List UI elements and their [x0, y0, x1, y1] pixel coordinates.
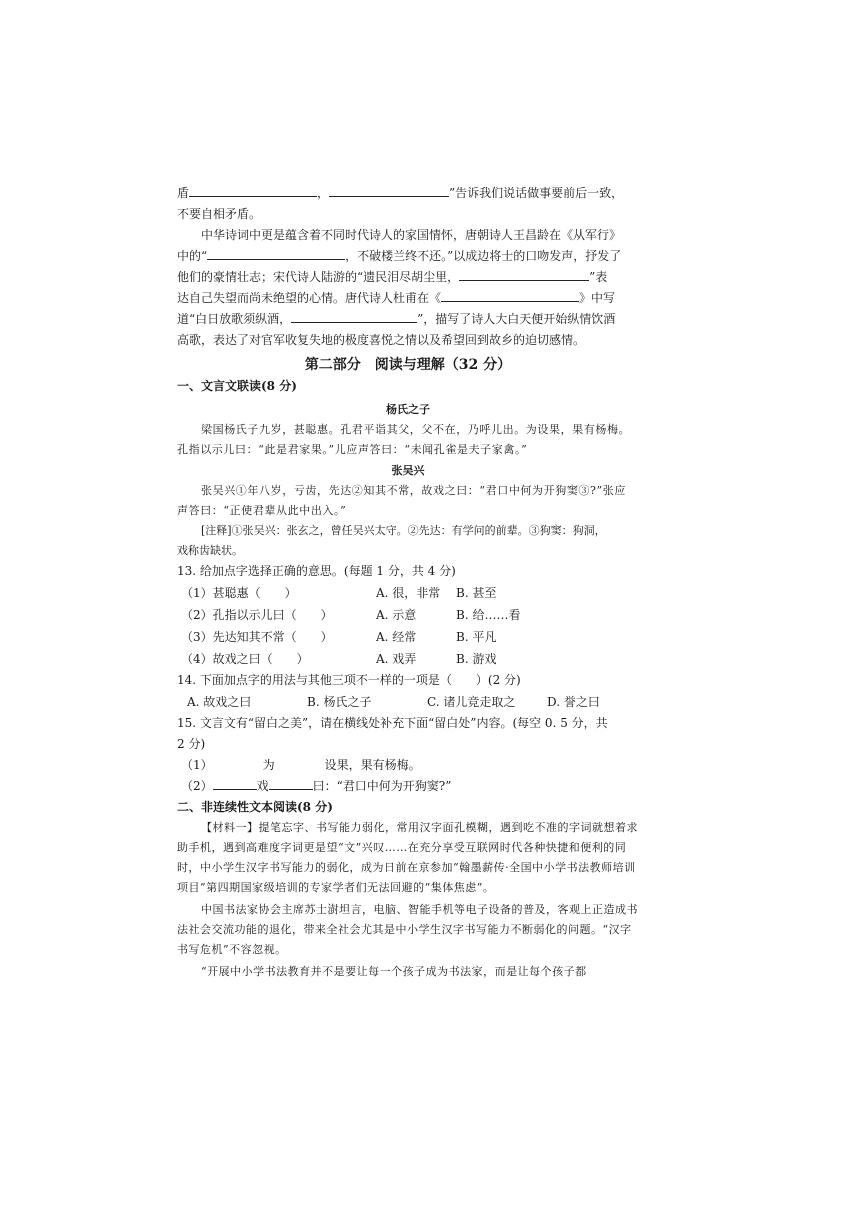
question-15-row-1: [177, 755, 639, 776]
material-paragraph: “开展中小学书法教育并不是要让每一个孩子成为书法家，而是让每个孩子都: [201, 965, 587, 978]
option-b[interactable]: B. 甚至: [456, 586, 497, 600]
question-stem: （3）先达知其不常（ ）: [181, 630, 333, 644]
option-a[interactable]: A. 戏弄: [376, 652, 417, 666]
question-13-row: [177, 648, 639, 670]
text: 》中写: [579, 291, 616, 305]
article-title: 杨氏之子: [386, 403, 430, 416]
option-a[interactable]: A. 故戏之曰: [187, 695, 252, 709]
question-14-title: 14. 下面加点字的用法与其他三项不一样的一项是（ ）(2 分): [177, 673, 521, 687]
text: 中的“: [177, 249, 208, 263]
question-13-title: 13. 给加点字选择正确的意思。(每题 1 分，共 4 分): [177, 564, 456, 578]
answer-blank[interactable]: [269, 776, 313, 790]
question-15-title: 15. 文言文有“留白之美”，请在横线处补充下面“留白处”内容。(每空 0. 5 分，共: [177, 716, 608, 730]
article-title: 张吴兴: [391, 464, 425, 477]
text: ”告诉我们说话做事要前后一致，: [449, 186, 624, 200]
option-a[interactable]: A. 很，非常: [376, 586, 441, 600]
poetry-line-1: [177, 183, 639, 204]
text: 道“白日放歌须纵酒，: [177, 312, 292, 326]
text: 他们的豪情壮志；宋代诗人陆游的“遗民泪尽胡尘里，: [177, 270, 460, 284]
answer-blank[interactable]: [207, 246, 345, 260]
text: （2）: [181, 779, 213, 793]
answer-blank[interactable]: [291, 309, 417, 323]
poetry-para-a: 中华诗词中更是蕴含着不同时代诗人的家国情怀，唐朝诗人王昌龄在《从军行》: [201, 228, 622, 242]
text: 设果，果有杨梅。: [324, 758, 421, 772]
question-stem: （4）故戏之曰（ ）: [181, 652, 309, 666]
part-title: 第二部分 阅读与理解（32 分）: [304, 357, 512, 373]
material-paragraph: 【材料一】提笔忘字、书写能力弱化，常用汉字面孔模糊，遇到吃不准的字词就想着求助手机，遇到高难度字词更是望“文”兴叹……在充分享受互联网时代各种快捷和便利的同时，中小学生汉字书写能力的弱化，成为日前在京参加“翰墨薪传·全国中小学书法教师培训项目”第四期国家级培训的专家学者们无法回避的“集体焦虑”。: [177, 821, 638, 894]
exam-page: [177, 183, 639, 982]
option-b[interactable]: B. 给……看: [456, 608, 521, 622]
answer-blank[interactable]: [459, 267, 589, 281]
annotation-line: 戏称齿缺状。: [177, 544, 243, 557]
option-b[interactable]: B. 游戏: [456, 652, 497, 666]
text: ，: [317, 186, 330, 200]
classic-text-line: 声答曰：“正使君辈从此中出入。”: [177, 504, 347, 517]
annotation-line: [注释]①张吴兴：张玄之，曾任吴兴太守。②先达：有学问的前辈。③狗窦：狗洞，: [201, 524, 606, 537]
section-title: 二、非连续性文本阅读(8 分): [177, 800, 333, 814]
poetry-para-b: [177, 246, 639, 267]
poetry-para-e: [177, 309, 639, 330]
question-13-row: [177, 604, 639, 626]
classic-text-line: 张吴兴①年八岁，亏齿，先达②知其不常，故戏之曰：“君口中何为开狗窦③?”张应: [201, 484, 626, 497]
option-a[interactable]: A. 示意: [376, 608, 417, 622]
option-d[interactable]: D. 誉之曰: [547, 695, 600, 709]
option-c[interactable]: C. 诸儿竞走取之: [427, 695, 516, 709]
poetry-para-d: [177, 288, 639, 309]
material-paragraph: 中国书法家协会主席苏士澍坦言，电脑、智能手机等电子设备的普及，客观上正造成书法社会交流功能的退化，带来全社会尤其是中小学生汉字书写能力不断弱化的问题。“汉字书写危机”不容忽视。: [177, 903, 638, 956]
text: 为: [262, 758, 275, 772]
text: ”，描写了诗人大白天便开始纵情饮酒: [417, 312, 616, 326]
question-15-title-cont: 2 分): [177, 737, 206, 751]
option-b[interactable]: B. 杨氏之子: [307, 695, 372, 709]
poetry-para-f: 高歌，表达了对官军收复失地的极度喜悦之情以及希望回到故乡的迫切感情。: [177, 333, 586, 347]
poetry-line-2: 不要自相矛盾。: [177, 207, 262, 221]
answer-blank[interactable]: [213, 776, 257, 790]
classic-text-line: 梁国杨氏子九岁，甚聪惠。孔君平诣其父，父不在，乃呼儿出。为设果，果有杨梅。: [201, 423, 631, 436]
text: 达自己失望而尚未绝望的心情。唐代诗人杜甫在《: [177, 291, 442, 305]
answer-blank[interactable]: [441, 288, 579, 302]
text: 盾: [177, 186, 190, 200]
text: （1）: [181, 758, 213, 772]
question-stem: （2）孔指以示儿曰（ ）: [181, 608, 333, 622]
question-14-options: [177, 691, 639, 713]
question-13-row: [177, 582, 639, 604]
option-a[interactable]: A. 经常: [376, 630, 417, 644]
poetry-para-c: [177, 267, 639, 288]
classic-text-line: 孔指以示儿曰：“此是君家果。”儿应声答曰：“未闻孔雀是夫子家禽。”: [177, 443, 528, 456]
text: 戏: [256, 779, 269, 793]
answer-blank[interactable]: [189, 183, 317, 197]
question-15-row-2: [177, 776, 639, 797]
text: ，不破楼兰终不还。”以成边将士的口吻发声，抒发了: [345, 249, 622, 263]
text: 曰：“君口中何为开狗窦?”: [312, 779, 452, 793]
section-title: 一、文言文联读(8 分): [177, 379, 297, 393]
question-13-row: [177, 626, 639, 648]
option-b[interactable]: B. 平凡: [456, 630, 497, 644]
answer-blank[interactable]: [329, 183, 449, 197]
question-stem: （1）甚聪惠（ ）: [181, 586, 297, 600]
text: ”表: [589, 270, 608, 284]
